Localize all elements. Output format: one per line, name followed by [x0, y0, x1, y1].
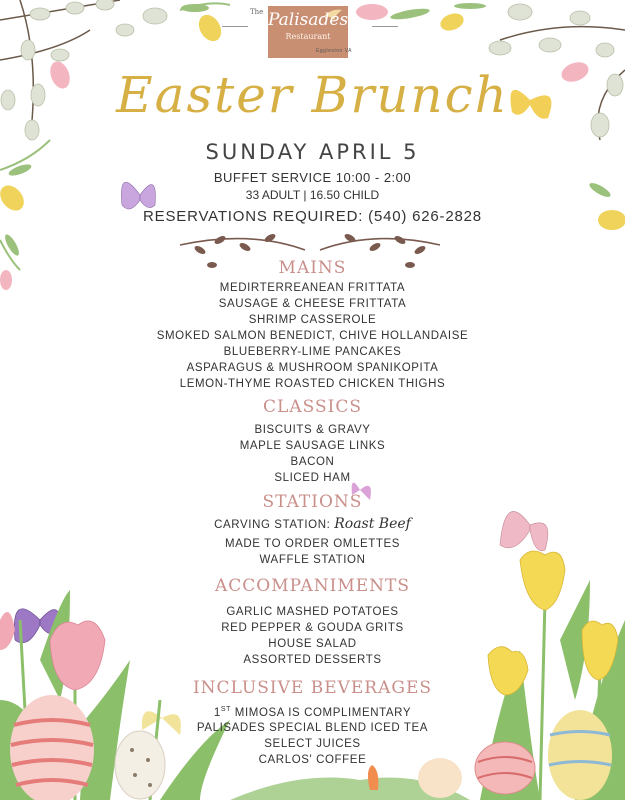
menu-item: LEMON-THYME ROASTED CHICKEN THIGHS [179, 378, 446, 390]
logo-name: Palisades [268, 10, 349, 30]
mimosa-ordinal-suffix: ST [220, 706, 232, 713]
menu-item: BLUEBERRY-LIME PANCAKES [223, 346, 402, 358]
mimosa-text: MIMOSA IS COMPLIMENTARY [231, 706, 412, 719]
carving-station-label: CARVING STATION: [214, 519, 331, 531]
section-heading-stations: STATIONS [262, 492, 363, 512]
menu-item: GARLIC MASHED POTATOES [226, 606, 399, 618]
pricing: 33 ADULT | 16.50 CHILD [245, 188, 380, 202]
menu-item: CARLOS' COFFEE [258, 754, 367, 766]
section-heading-accompaniments: ACCOMPANIMENTS [214, 576, 411, 596]
logo-line-left [222, 26, 248, 27]
service-hours: BUFFET SERVICE 10:00 - 2:00 [213, 170, 412, 185]
menu-item: RED PEPPER & GOUDA GRITS [221, 622, 404, 634]
event-title: Easter Brunch [116, 66, 509, 124]
menu-item: HOUSE SALAD [268, 638, 357, 650]
restaurant-logo [250, 2, 362, 58]
menu-item-carving [0, 516, 625, 532]
menu-item: ASPARAGUS & MUSHROOM SPANIKOPITA [186, 362, 439, 374]
menu-item: MAPLE SAUSAGE LINKS [239, 440, 386, 452]
menu-item: BACON [290, 456, 335, 468]
logo-the: The [250, 8, 264, 16]
carving-station-meat: Roast Beef [334, 516, 411, 532]
section-heading-classics: CLASSICS [263, 397, 362, 417]
logo-subtitle: Restaurant [285, 32, 331, 41]
menu-item: SLICED HAM [274, 472, 351, 484]
logo-town: Eggleston VA [316, 48, 352, 54]
reservations-line: RESERVATIONS REQUIRED: (540) 626-2828 [143, 208, 482, 225]
menu-item: BISCUITS & GRAVY [254, 424, 371, 436]
menu-item: SELECT JUICES [264, 738, 361, 750]
section-heading-mains: MAINS [278, 258, 347, 278]
menu-item: MADE TO ORDER OMLETTES [224, 538, 401, 550]
menu-item: WAFFLE STATION [259, 554, 366, 566]
menu-item: MEDIRTERREANEAN FRITTATA [219, 282, 406, 294]
menu-item: PALISADES SPECIAL BLEND ICED TEA [196, 722, 429, 734]
mimosa-ordinal-number: 1 [213, 706, 221, 719]
menu-item: ASSORTED DESSERTS [243, 654, 382, 666]
menu-item: SHRIMP CASSEROLE [248, 314, 377, 326]
menu-item: SAUSAGE & CHEESE FRITTATA [218, 298, 407, 310]
menu-item-mimosa [0, 706, 625, 719]
event-date: SUNDAY APRIL 5 [205, 140, 420, 164]
logo-line-right [372, 26, 398, 27]
menu-item: SMOKED SALMON BENEDICT, CHIVE HOLLANDAISE [156, 330, 469, 342]
section-heading-beverages: INCLUSIVE BEVERAGES [192, 678, 433, 698]
